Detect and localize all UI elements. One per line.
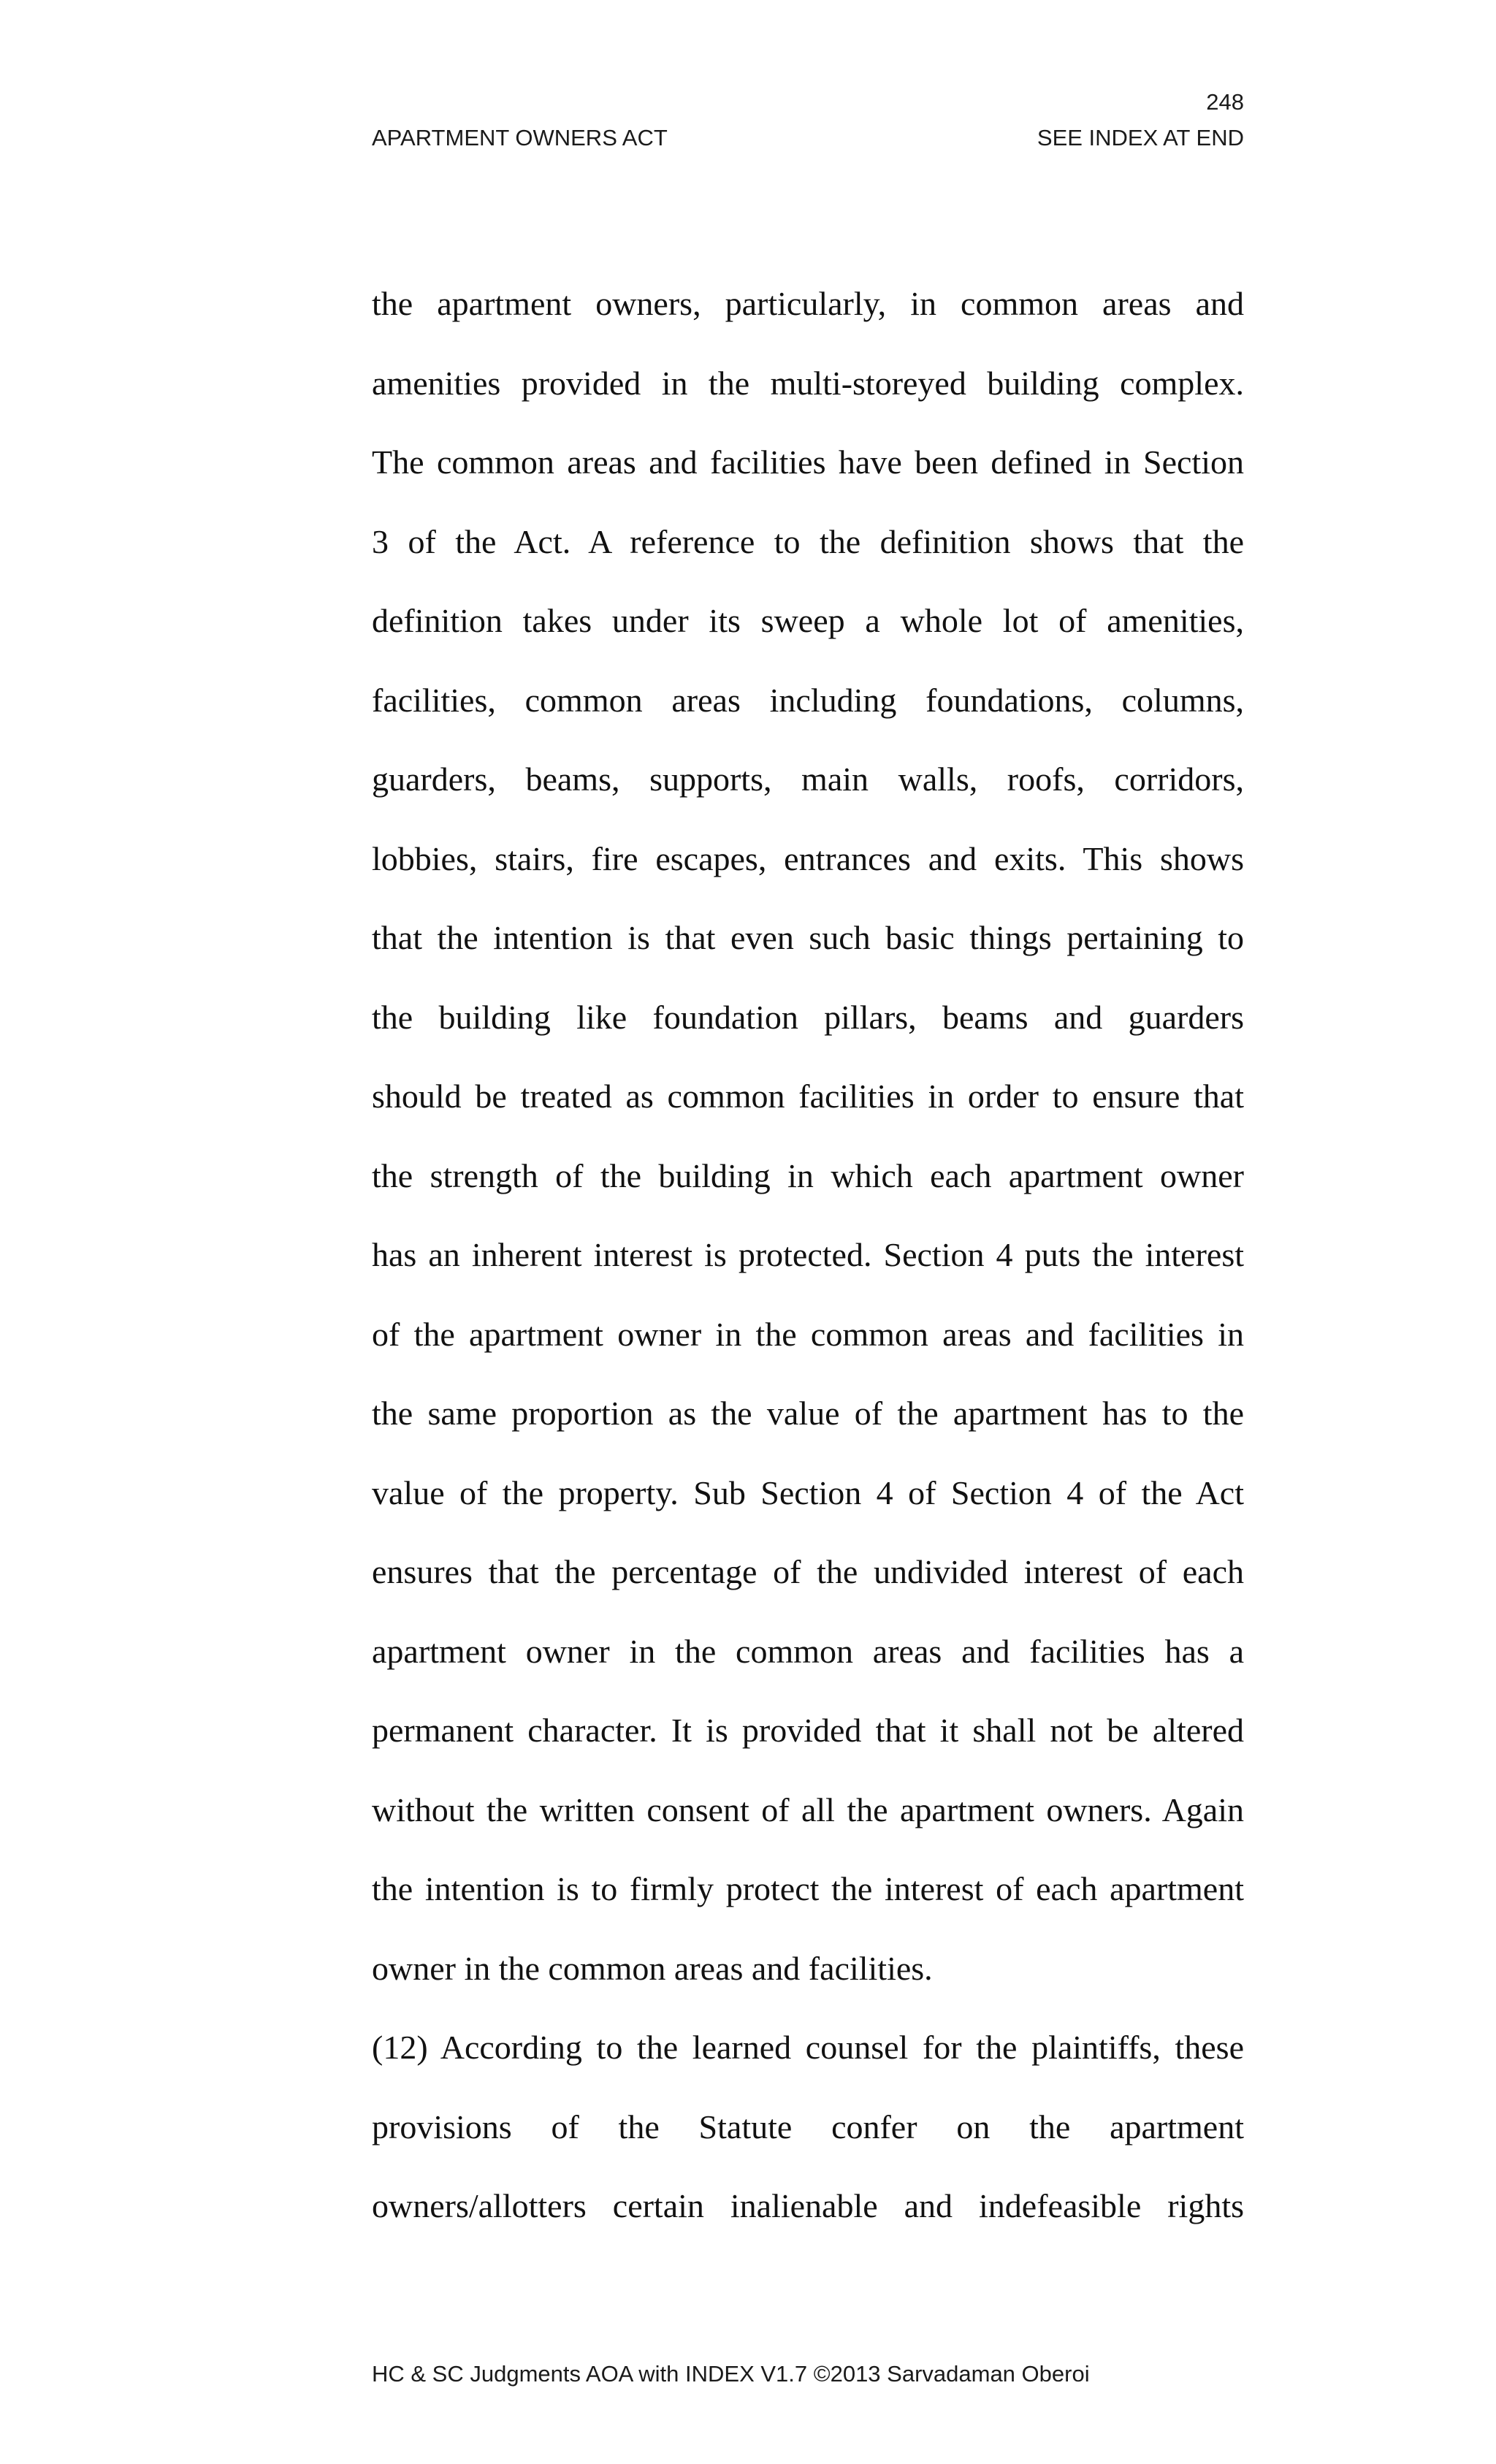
footer-copyright: HC & SC Judgments AOA with INDEX V1.7 ©2013 Sarvadaman Oberoi — [372, 2361, 1090, 2387]
text-line: lobbies, stairs, fire escapes, entrances and exits. This shows — [372, 839, 1244, 877]
text-line: that the intention is that even such basic things pertaining to — [372, 919, 1244, 956]
text-line: facilities, common areas including foundations, columns, — [372, 681, 1244, 719]
text-line: without the written consent of all the apartment owners. Again — [372, 1790, 1244, 1828]
paragraph-1 — [372, 264, 1244, 2008]
text-line: guarders, beams, supports, main walls, roofs, corridors, — [372, 760, 1244, 798]
page-number: 248 — [1206, 89, 1244, 115]
text-line: of the apartment owner in the common areas and facilities in — [372, 1315, 1244, 1353]
text-line: The common areas and facilities have been defined in Section — [372, 443, 1244, 481]
text-line: should be treated as common facilities in order to ensure that — [372, 1077, 1244, 1115]
text-line: the building like foundation pillars, beams and guarders — [372, 998, 1244, 1036]
text-line: ensures that the percentage of the undivided interest of each — [372, 1553, 1244, 1590]
running-head-index-note: SEE INDEX AT END — [1037, 125, 1244, 150]
text-line: the strength of the building in which each apartment owner — [372, 1156, 1244, 1194]
text-line: provisions of the Statute confer on the apartment — [372, 2108, 1244, 2145]
text-line: owners/allotters certain inalienable and indefeasible rights — [372, 2187, 1244, 2224]
text-line: has an inherent interest is protected. Section 4 puts the interest — [372, 1236, 1244, 1273]
text-line: the same proportion as the value of the apartment has to the — [372, 1395, 1244, 1432]
text-line: the intention is to firmly protect the interest of each apartment — [372, 1870, 1244, 1907]
text-line: value of the property. Sub Section 4 of Section 4 of the Act — [372, 1473, 1244, 1511]
body-text — [372, 264, 1244, 2246]
text-line: 3 of the Act. A reference to the definition shows that the — [372, 522, 1244, 560]
text-line: permanent character. It is provided that it shall not be altered — [372, 1712, 1244, 1749]
paragraph-2 — [372, 2008, 1244, 2246]
text-line: the apartment owners, particularly, in common areas and — [372, 285, 1244, 322]
text-line: apartment owner in the common areas and facilities has a — [372, 1632, 1244, 1670]
text-line: owner in the common areas and facilities. — [372, 1949, 933, 1987]
text-line: amenities provided in the multi-storeyed building complex. — [372, 364, 1244, 402]
text-line: definition takes under its sweep a whole lot of amenities, — [372, 602, 1244, 639]
text-line: (12) According to the learned counsel for the plaintiffs, these — [372, 2029, 1244, 2066]
running-head-title: APARTMENT OWNERS ACT — [372, 125, 668, 150]
